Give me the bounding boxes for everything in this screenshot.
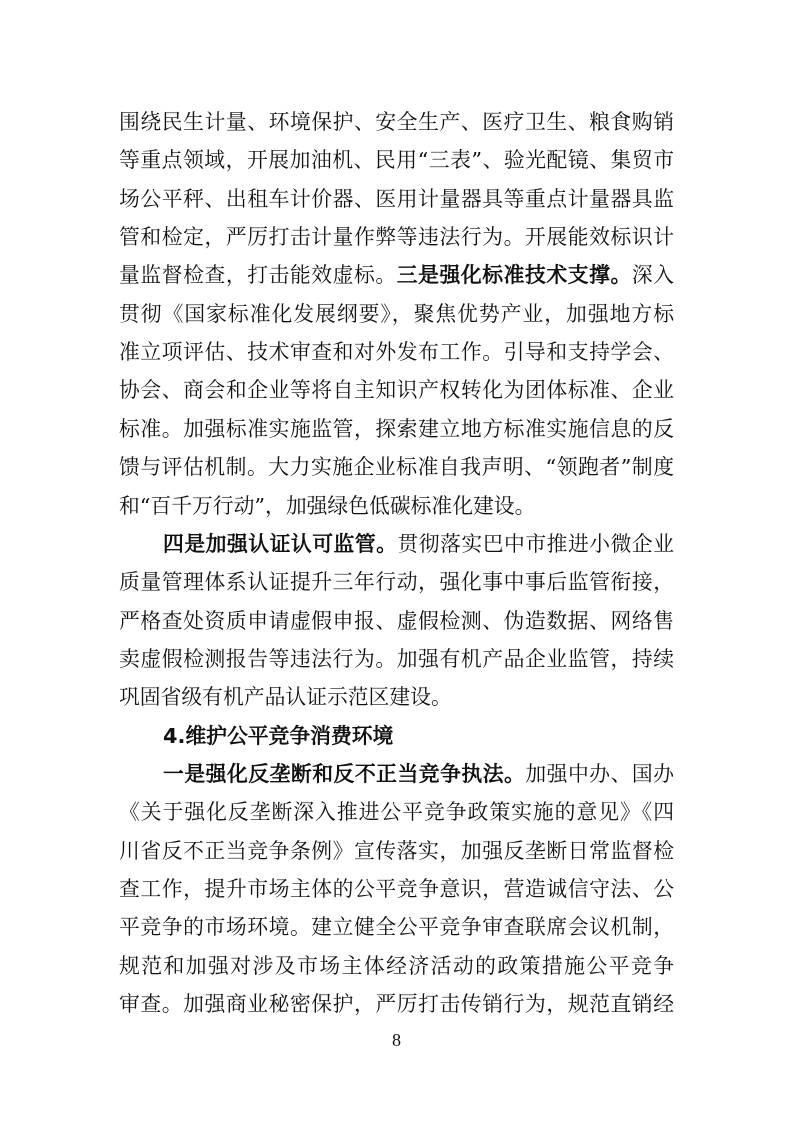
- text-line: [119, 411, 674, 447]
- text-line: [119, 794, 674, 830]
- emphasized-text: 三是强化标准技术支撑。: [396, 262, 632, 288]
- text-segment: 查工作，提升市场主体的公平竞争意识，营造诚信守法、公: [119, 877, 674, 901]
- text-line: [119, 257, 674, 293]
- text-segment: 馈与评估机制。大力实施企业标准自我声明、“领跑者”制度: [119, 455, 674, 480]
- text-segment: 量监督检查，打击能效虚标。: [119, 263, 397, 288]
- text-segment: 深入: [631, 263, 674, 288]
- text-segment: 协会、商会和企业等将自主知识产权转化为团体标准、企业: [119, 378, 674, 403]
- text-line: [119, 641, 674, 677]
- text-line: [119, 142, 674, 178]
- text-line: [119, 372, 674, 408]
- text-line: [163, 526, 674, 562]
- text-segment: 加强中办、国办: [525, 761, 674, 786]
- text-segment: 和“百千万行动”，加强绿色低碳标准化建设。: [119, 493, 536, 518]
- text-line: [119, 449, 674, 485]
- text-segment: 严格查处资质申请虚假申报、虚假检测、伪造数据、网络售: [119, 608, 674, 633]
- text-line: [119, 181, 674, 217]
- text-line: [119, 603, 674, 639]
- text-segment: 标准。加强标准实施监管，探索建立地方标准实施信息的反: [119, 416, 674, 441]
- text-line: [119, 679, 674, 715]
- text-line: [119, 833, 674, 869]
- text-line: [119, 909, 674, 945]
- text-segment: 平竞争的市场环境。建立健全公平竞争审查联席会议机制，: [119, 915, 674, 940]
- emphasized-text: 4.维护公平竞争消费环境: [163, 723, 394, 748]
- text-line: [119, 948, 674, 984]
- text-segment: 等重点领域，开展加油机、民用“三表”、验光配镜、集贸市: [119, 148, 674, 173]
- text-segment: 围绕民生计量、环境保护、安全生产、医疗卫生、粮食购销: [119, 110, 674, 134]
- text-segment: 巩固省级有机产品认证示范区建设。: [119, 685, 452, 710]
- text-segment: 管和检定，严厉打击计量作弊等违法行为。开展能效标识计: [119, 225, 674, 250]
- text-line: [119, 334, 674, 370]
- text-segment: 规范和加强对涉及市场主体经济活动的政策措施公平竞争: [119, 953, 674, 978]
- text-line: [119, 104, 674, 140]
- text-line: [119, 871, 674, 907]
- text-segment: 卖虚假检测报告等违法行为。加强有机产品企业监管，持续: [119, 646, 674, 671]
- text-segment: 场公平秤、出租车计价器、医用计量器具等重点计量器具监: [119, 186, 674, 211]
- text-line: [163, 756, 674, 792]
- text-segment: 贯彻《国家标准化发展纲要》，聚焦优势产业，加强地方标: [119, 301, 674, 326]
- text-segment: 川省反不正当竞争条例》宣传落实，加强反垄断日常监督检: [119, 838, 674, 863]
- text-segment: 准立项评估、技术审查和对外发布工作。引导和支持学会、: [119, 340, 674, 365]
- text-line: [119, 986, 674, 1022]
- text-segment: 《关于强化反垄断深入推进公平竞争政策实施的意见》《四: [119, 800, 674, 825]
- page-number: 8: [392, 1030, 401, 1050]
- emphasized-text: 四是加强认证认可监管。: [163, 530, 398, 556]
- section-heading: [163, 718, 674, 754]
- emphasized-text: 一是强化反垄断和反不正当竞争执法。: [163, 760, 526, 786]
- text-line: [119, 219, 674, 255]
- text-line: [119, 296, 674, 332]
- text-segment: 质量管理体系认证提升三年行动，强化事中事后监管衔接，: [119, 570, 674, 595]
- text-line: [119, 564, 674, 600]
- text-segment: 审查。加强商业秘密保护，严厉打击传销行为，规范直销经: [119, 992, 674, 1017]
- text-segment: 贯彻落实巴中市推进小微企业: [397, 531, 674, 556]
- text-line: [119, 488, 674, 524]
